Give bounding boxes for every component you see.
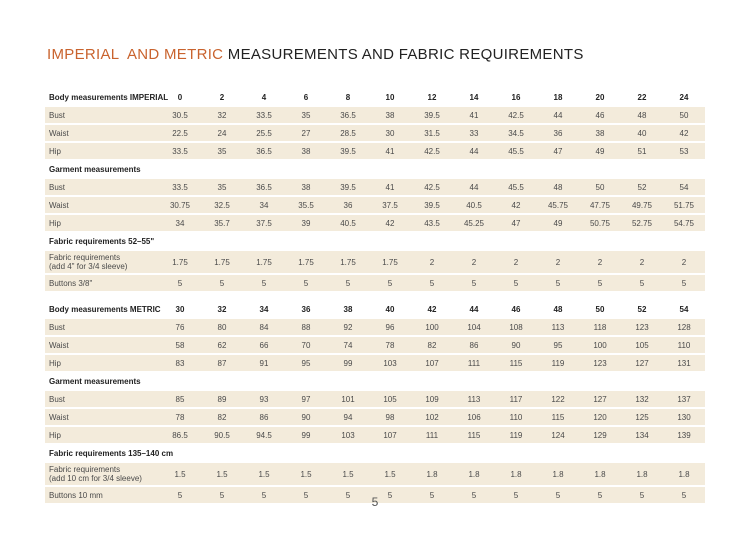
cell-value: 2 — [495, 251, 537, 273]
cell-value: 5 — [495, 487, 537, 503]
cell-value: 100 — [411, 319, 453, 335]
size-header: 34 — [259, 304, 269, 314]
cell-value: 5 — [243, 275, 285, 291]
size-header: 30 — [175, 304, 185, 314]
cell-value: 38 — [285, 143, 327, 159]
cell-value: 1.8 — [411, 463, 453, 485]
size-header: 18 — [553, 92, 563, 102]
cell-value: 47 — [495, 215, 537, 231]
cell-value: 105 — [621, 337, 663, 353]
row-label: Bust — [45, 179, 159, 195]
section-heading: Garment measurements — [49, 376, 141, 386]
cell-value: 134 — [621, 427, 663, 443]
cell-value: 137 — [663, 391, 705, 407]
cell-value: 110 — [495, 409, 537, 425]
table-row — [45, 251, 705, 273]
page-title — [47, 46, 584, 63]
section-heading: Fabric requirements 135–140 cm — [49, 448, 174, 458]
size-header: 10 — [385, 92, 395, 102]
cell-value: 5 — [621, 487, 663, 503]
cell-value: 5 — [663, 487, 705, 503]
cell-value: 118 — [579, 319, 621, 335]
cell-value: 5 — [579, 275, 621, 291]
cell-value: 85 — [159, 391, 201, 407]
cell-value: 66 — [243, 337, 285, 353]
cell-value: 30.75 — [159, 197, 201, 213]
cell-value: 5 — [621, 275, 663, 291]
cell-value: 5 — [579, 487, 621, 503]
cell-value: 36.5 — [327, 107, 369, 123]
cell-value: 30.5 — [159, 107, 201, 123]
cell-value: 1.8 — [537, 463, 579, 485]
cell-value: 123 — [621, 319, 663, 335]
cell-value: 40 — [621, 125, 663, 141]
cell-value: 58 — [159, 337, 201, 353]
cell-value: 42 — [495, 197, 537, 213]
row-label: Bust — [45, 391, 159, 407]
size-header: 14 — [469, 92, 479, 102]
cell-value: 39.5 — [327, 179, 369, 195]
cell-value: 115 — [453, 427, 495, 443]
cell-value: 1.5 — [201, 463, 243, 485]
cell-value: 115 — [537, 409, 579, 425]
table-row — [45, 179, 705, 195]
table-row — [45, 275, 705, 291]
cell-value: 99 — [327, 355, 369, 371]
cell-value: 84 — [243, 319, 285, 335]
cell-value: 117 — [495, 391, 537, 407]
cell-value: 124 — [537, 427, 579, 443]
table-row — [45, 337, 705, 353]
row-label: Buttons 10 mm — [45, 487, 159, 503]
measurements-table-body — [45, 89, 705, 503]
cell-value: 2 — [663, 251, 705, 273]
cell-value: 39 — [285, 215, 327, 231]
cell-value: 33.5 — [159, 143, 201, 159]
cell-value: 5 — [201, 487, 243, 503]
size-header: 42 — [427, 304, 437, 314]
section-heading-row — [45, 373, 705, 389]
cell-value: 38 — [579, 125, 621, 141]
cell-value: 5 — [243, 487, 285, 503]
cell-value: 78 — [159, 409, 201, 425]
cell-value: 48 — [621, 107, 663, 123]
cell-value: 44 — [453, 179, 495, 195]
table-row — [45, 125, 705, 141]
cell-value: 129 — [579, 427, 621, 443]
cell-value: 80 — [201, 319, 243, 335]
cell-value: 35 — [201, 179, 243, 195]
cell-value: 90 — [285, 409, 327, 425]
cell-value: 36.5 — [243, 143, 285, 159]
cell-value: 5 — [285, 487, 327, 503]
table-row — [45, 355, 705, 371]
cell-value: 1.8 — [453, 463, 495, 485]
cell-value: 1.75 — [285, 251, 327, 273]
cell-value: 42.5 — [495, 107, 537, 123]
cell-value: 37.5 — [243, 215, 285, 231]
cell-value: 39.5 — [327, 143, 369, 159]
cell-value: 107 — [369, 427, 411, 443]
cell-value: 105 — [369, 391, 411, 407]
cell-value: 42.5 — [411, 179, 453, 195]
cell-value: 35.5 — [285, 197, 327, 213]
cell-value: 38 — [285, 179, 327, 195]
cell-value: 35.7 — [201, 215, 243, 231]
size-header: 46 — [511, 304, 521, 314]
cell-value: 131 — [663, 355, 705, 371]
size-header: 2 — [219, 92, 225, 102]
cell-value: 119 — [495, 427, 537, 443]
row-label: Hip — [45, 143, 159, 159]
cell-value: 28.5 — [327, 125, 369, 141]
cell-value: 38 — [369, 107, 411, 123]
cell-value: 5 — [453, 275, 495, 291]
cell-value: 51.75 — [663, 197, 705, 213]
cell-value: 50 — [663, 107, 705, 123]
cell-value: 52 — [621, 179, 663, 195]
cell-value: 49 — [537, 215, 579, 231]
size-header: 22 — [637, 92, 647, 102]
spacer-cell — [45, 293, 705, 299]
row-label: Waist — [45, 409, 159, 425]
cell-value: 41 — [453, 107, 495, 123]
cell-value: 2 — [579, 251, 621, 273]
cell-value: 33.5 — [243, 107, 285, 123]
cell-value: 103 — [369, 355, 411, 371]
cell-value: 5 — [201, 275, 243, 291]
size-header: 48 — [553, 304, 563, 314]
cell-value: 5 — [159, 275, 201, 291]
cell-value: 70 — [285, 337, 327, 353]
cell-value: 5 — [663, 275, 705, 291]
cell-value: 119 — [537, 355, 579, 371]
cell-value: 100 — [579, 337, 621, 353]
cell-value: 54 — [663, 179, 705, 195]
cell-value: 48 — [537, 179, 579, 195]
cell-value: 98 — [369, 409, 411, 425]
section-heading-row — [45, 161, 705, 177]
cell-value: 34.5 — [495, 125, 537, 141]
cell-value: 111 — [411, 427, 453, 443]
cell-value: 1.5 — [369, 463, 411, 485]
cell-value: 45.25 — [453, 215, 495, 231]
cell-value: 34 — [243, 197, 285, 213]
cell-value: 139 — [663, 427, 705, 443]
cell-value: 1.75 — [369, 251, 411, 273]
row-label — [45, 463, 159, 485]
size-header-row — [45, 89, 705, 105]
size-header: 16 — [511, 92, 521, 102]
cell-value: 103 — [327, 427, 369, 443]
cell-value: 32.5 — [201, 197, 243, 213]
cell-value: 74 — [327, 337, 369, 353]
cell-value: 86.5 — [159, 427, 201, 443]
cell-value: 2 — [453, 251, 495, 273]
cell-value: 42 — [663, 125, 705, 141]
cell-value: 86 — [453, 337, 495, 353]
cell-value: 107 — [411, 355, 453, 371]
cell-value: 31.5 — [411, 125, 453, 141]
cell-value: 5 — [411, 487, 453, 503]
cell-value: 40.5 — [453, 197, 495, 213]
cell-value: 82 — [201, 409, 243, 425]
cell-value: 33.5 — [159, 179, 201, 195]
table-row — [45, 197, 705, 213]
cell-value: 50.75 — [579, 215, 621, 231]
cell-value: 22.5 — [159, 125, 201, 141]
cell-value: 99 — [285, 427, 327, 443]
cell-value: 94.5 — [243, 427, 285, 443]
cell-value: 25.5 — [243, 125, 285, 141]
spacer-row — [45, 293, 705, 299]
section-heading-row — [45, 445, 705, 461]
size-header: 36 — [301, 304, 311, 314]
cell-value: 50 — [579, 179, 621, 195]
cell-value: 120 — [579, 409, 621, 425]
size-header: 24 — [679, 92, 689, 102]
cell-value: 83 — [159, 355, 201, 371]
cell-value: 52.75 — [621, 215, 663, 231]
cell-value: 88 — [285, 319, 327, 335]
cell-value: 93 — [243, 391, 285, 407]
cell-value: 127 — [579, 391, 621, 407]
cell-value: 41 — [369, 179, 411, 195]
size-header: 0 — [177, 92, 183, 102]
cell-value: 90 — [495, 337, 537, 353]
row-label-note: (add 4" for 3/4 sleeve) — [49, 262, 128, 271]
section-heading: Fabric requirements 52–55" — [49, 236, 155, 246]
cell-value: 95 — [285, 355, 327, 371]
cell-value: 44 — [453, 143, 495, 159]
cell-value: 1.8 — [663, 463, 705, 485]
cell-value: 5 — [537, 487, 579, 503]
cell-value: 5 — [369, 275, 411, 291]
cell-value: 1.8 — [621, 463, 663, 485]
cell-value: 62 — [201, 337, 243, 353]
title-rest: MEASUREMENTS AND FABRIC REQUIREMENTS — [227, 46, 584, 63]
cell-value: 110 — [663, 337, 705, 353]
cell-value: 125 — [621, 409, 663, 425]
cell-value: 109 — [411, 391, 453, 407]
cell-value: 42 — [369, 215, 411, 231]
cell-value: 5 — [453, 487, 495, 503]
size-header: 52 — [637, 304, 647, 314]
cell-value: 89 — [201, 391, 243, 407]
cell-value: 113 — [453, 391, 495, 407]
cell-value: 27 — [285, 125, 327, 141]
row-label: Bust — [45, 319, 159, 335]
cell-value: 44 — [537, 107, 579, 123]
size-header: 54 — [679, 304, 689, 314]
table-row — [45, 427, 705, 443]
size-header: 20 — [595, 92, 605, 102]
cell-value: 51 — [621, 143, 663, 159]
cell-value: 30 — [369, 125, 411, 141]
cell-value: 36 — [537, 125, 579, 141]
cell-value: 53 — [663, 143, 705, 159]
cell-value: 39.5 — [411, 197, 453, 213]
cell-value: 41 — [369, 143, 411, 159]
row-label: Hip — [45, 215, 159, 231]
cell-value: 127 — [621, 355, 663, 371]
cell-value: 36 — [327, 197, 369, 213]
page-number: 5 — [371, 495, 379, 509]
cell-value: 5 — [537, 275, 579, 291]
cell-value: 106 — [453, 409, 495, 425]
cell-value: 86 — [243, 409, 285, 425]
cell-value: 101 — [327, 391, 369, 407]
section-heading: Garment measurements — [49, 164, 141, 174]
row-label: Bust — [45, 107, 159, 123]
cell-value: 45.75 — [537, 197, 579, 213]
size-header: 8 — [345, 92, 351, 102]
size-header: 44 — [469, 304, 479, 314]
cell-value: 91 — [243, 355, 285, 371]
row-label: Buttons 3/8" — [45, 275, 159, 291]
row-label: Hip — [45, 355, 159, 371]
cell-value: 46 — [579, 107, 621, 123]
cell-value: 96 — [369, 319, 411, 335]
cell-value: 24 — [201, 125, 243, 141]
cell-value: 1.75 — [243, 251, 285, 273]
cell-value: 49 — [579, 143, 621, 159]
cell-value: 94 — [327, 409, 369, 425]
cell-value: 39.5 — [411, 107, 453, 123]
table-row — [45, 319, 705, 335]
cell-value: 104 — [453, 319, 495, 335]
cell-value: 113 — [537, 319, 579, 335]
cell-value: 92 — [327, 319, 369, 335]
cell-value: 78 — [369, 337, 411, 353]
table-row — [45, 143, 705, 159]
row-label: Waist — [45, 197, 159, 213]
cell-value: 37.5 — [369, 197, 411, 213]
cell-value: 49.75 — [621, 197, 663, 213]
cell-value: 95 — [537, 337, 579, 353]
row-label: Waist — [45, 337, 159, 353]
table-row — [45, 409, 705, 425]
cell-value: 47 — [537, 143, 579, 159]
row-label: Waist — [45, 125, 159, 141]
measurements-table — [45, 87, 705, 505]
table-row — [45, 463, 705, 485]
cell-value: 1.75 — [201, 251, 243, 273]
cell-value: 43.5 — [411, 215, 453, 231]
cell-value: 102 — [411, 409, 453, 425]
cell-value: 5 — [369, 487, 411, 503]
cell-value: 1.8 — [495, 463, 537, 485]
cell-value: 33 — [453, 125, 495, 141]
section-heading: Body measurements IMPERIAL — [49, 92, 169, 102]
row-label-line: Fabric requirements — [49, 253, 121, 262]
cell-value: 97 — [285, 391, 327, 407]
cell-value: 115 — [495, 355, 537, 371]
row-label-line: Fabric requirements — [49, 465, 121, 474]
cell-value: 1.75 — [159, 251, 201, 273]
size-header: 6 — [303, 92, 309, 102]
table-row — [45, 391, 705, 407]
cell-value: 5 — [411, 275, 453, 291]
cell-value: 108 — [495, 319, 537, 335]
section-heading-row — [45, 233, 705, 249]
cell-value: 35 — [201, 143, 243, 159]
cell-value: 130 — [663, 409, 705, 425]
cell-value: 54.75 — [663, 215, 705, 231]
size-header: 50 — [595, 304, 605, 314]
row-label — [45, 251, 159, 273]
cell-value: 5 — [285, 275, 327, 291]
cell-value: 111 — [453, 355, 495, 371]
cell-value: 128 — [663, 319, 705, 335]
size-header: 12 — [427, 92, 437, 102]
cell-value: 1.5 — [327, 463, 369, 485]
cell-value: 122 — [537, 391, 579, 407]
cell-value: 34 — [159, 215, 201, 231]
cell-value: 1.5 — [159, 463, 201, 485]
cell-value: 90.5 — [201, 427, 243, 443]
size-header: 40 — [385, 304, 395, 314]
cell-value: 40.5 — [327, 215, 369, 231]
cell-value: 2 — [537, 251, 579, 273]
cell-value: 5 — [495, 275, 537, 291]
cell-value: 45.5 — [495, 143, 537, 159]
cell-value: 132 — [621, 391, 663, 407]
cell-value: 76 — [159, 319, 201, 335]
cell-value: 82 — [411, 337, 453, 353]
size-header: 4 — [261, 92, 267, 102]
cell-value: 47.75 — [579, 197, 621, 213]
cell-value: 5 — [327, 487, 369, 503]
cell-value: 5 — [327, 275, 369, 291]
cell-value: 1.5 — [243, 463, 285, 485]
size-header: 32 — [217, 304, 227, 314]
cell-value: 36.5 — [243, 179, 285, 195]
cell-value: 123 — [579, 355, 621, 371]
table-row — [45, 215, 705, 231]
cell-value: 87 — [201, 355, 243, 371]
cell-value: 1.5 — [285, 463, 327, 485]
row-label: Hip — [45, 427, 159, 443]
size-header-row — [45, 301, 705, 317]
cell-value: 2 — [411, 251, 453, 273]
row-label-note: (add 10 cm for 3/4 sleeve) — [49, 474, 142, 483]
title-accent: IMPERIAL AND METRIC — [47, 46, 224, 63]
cell-value: 35 — [285, 107, 327, 123]
size-header: 38 — [343, 304, 353, 314]
cell-value: 42.5 — [411, 143, 453, 159]
cell-value: 45.5 — [495, 179, 537, 195]
cell-value: 1.75 — [327, 251, 369, 273]
cell-value: 5 — [159, 487, 201, 503]
table-row — [45, 107, 705, 123]
cell-value: 2 — [621, 251, 663, 273]
section-heading: Body measurements METRIC — [49, 304, 161, 314]
cell-value: 32 — [201, 107, 243, 123]
cell-value: 1.8 — [579, 463, 621, 485]
